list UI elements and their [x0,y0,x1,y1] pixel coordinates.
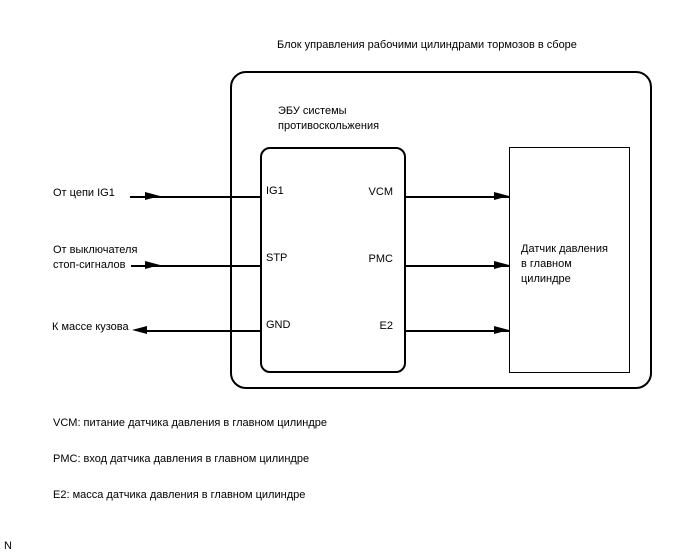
pin-label-e2: E2 [379,320,393,332]
diagram-title: Блок управления рабочими цилиндрами тормозов в сборе [277,39,577,51]
ecu-label [278,104,379,134]
note-e2: E2: масса датчика давления в главном цилиндре [53,489,306,501]
note-pmc: PMC: вход датчика давления в главном цилиндре [53,453,310,465]
external-label-gnd: К массе кузова [52,321,129,333]
external-label-ig1: От цепи IG1 [53,187,115,199]
pressure-sensor-label [521,242,608,287]
pin-label-gnd: GND [266,319,291,331]
sensor-label-line1: Датчик давления [521,243,608,255]
arrowhead-right-pmc-icon [494,261,509,269]
external-label-stp [53,243,137,273]
wire-gnd [147,330,260,332]
pin-label-vcm: VCM [368,186,393,198]
page-letter: N [4,540,12,552]
arrowhead-left-gnd-icon [132,326,147,334]
external-label-stp-line2: стоп-сигналов [53,259,126,271]
sensor-label-line3: цилиндре [521,273,571,285]
arrowhead-right-vcm-icon [494,192,509,200]
ecu-label-line2: противоскольжения [278,120,380,132]
note-vcm: VCM: питание датчика давления в главном цилиндре [53,417,328,429]
arrowhead-right-e2-icon [494,326,509,334]
pin-label-stp: STP [266,252,288,264]
ecu-label-line1: ЭБУ системы [278,105,347,117]
pin-label-pmc: PMC [368,253,393,265]
sensor-label-line2: в главном [521,258,572,270]
pin-label-ig1: IG1 [266,185,284,197]
arrowhead-right-stp-icon [145,261,160,269]
arrowhead-right-ig1-icon [145,192,160,200]
external-label-stp-line1: От выключателя [53,244,138,256]
